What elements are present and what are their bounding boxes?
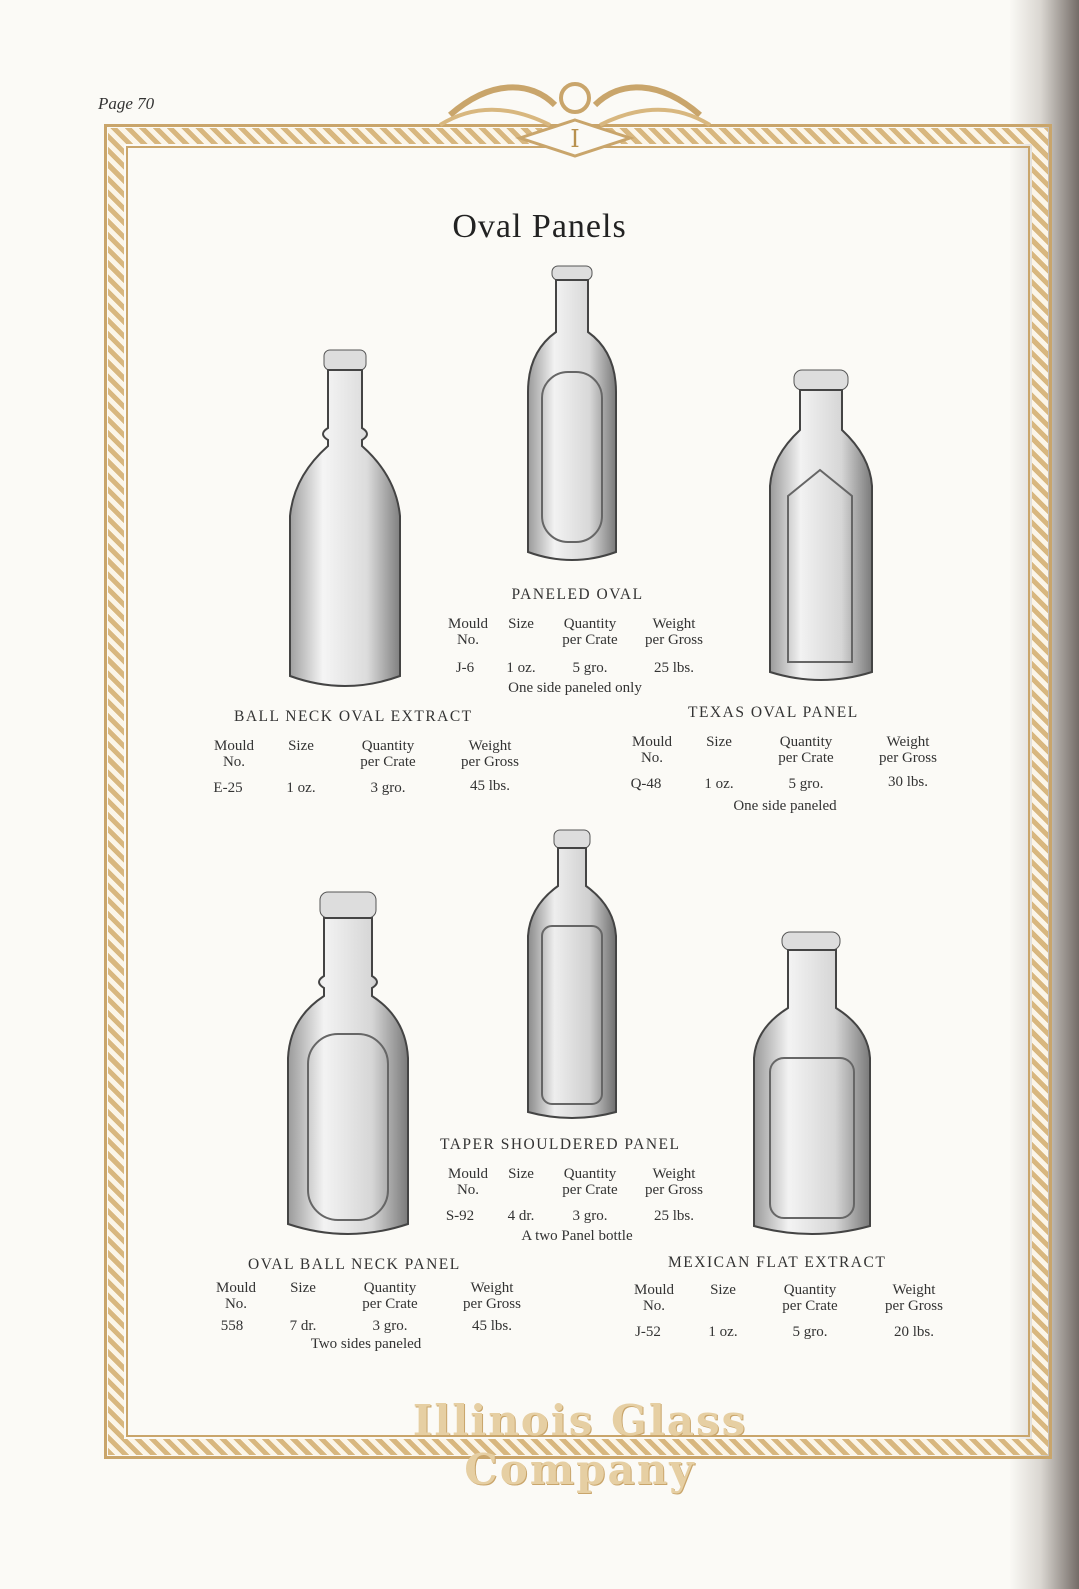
value-quantity: 3 gro. <box>372 1318 408 1334</box>
header-size: Size <box>508 1166 534 1182</box>
bottle-oval-ball-neck-panel <box>282 888 414 1244</box>
spec-mexican-flat-extract <box>626 1254 956 1352</box>
product-note: One side paneled only <box>508 680 642 696</box>
header-size: Size <box>288 738 314 754</box>
value-size: 7 dr. <box>289 1318 317 1334</box>
header-weight: Weight per Gross <box>461 738 519 770</box>
header-quantity: Quantity per Crate <box>360 738 416 770</box>
value-quantity: 5 gro. <box>788 776 824 792</box>
header-size: Size <box>290 1280 316 1296</box>
crest-emblem <box>430 70 720 165</box>
header-weight: Weight per Gross <box>885 1282 943 1314</box>
spec-paneled-oval <box>440 586 730 697</box>
header-mould: Mould No. <box>631 734 672 766</box>
page-title: Oval Panels <box>452 208 627 245</box>
bottle-paneled-oval <box>512 262 632 572</box>
header-size: Size <box>710 1282 736 1298</box>
value-size: 1 oz. <box>704 776 734 792</box>
value-size: 1 oz. <box>286 780 316 796</box>
value-mould: J-6 <box>455 660 475 676</box>
header-quantity: Quantity per Crate <box>778 734 834 766</box>
company-wordmark: Illinois Glass Company <box>412 1396 748 1494</box>
value-mould: 558 <box>220 1318 244 1334</box>
header-weight: Weight per Gross <box>879 734 937 766</box>
spec-table <box>440 1166 730 1236</box>
value-quantity: 3 gro. <box>572 1208 608 1224</box>
product-note: Two sides paneled <box>310 1336 422 1352</box>
product-note: One side paneled <box>733 798 837 814</box>
value-weight: 25 lbs. <box>653 1208 694 1224</box>
product-name: MEXICAN FLAT EXTRACT <box>668 1254 887 1271</box>
value-mould: E-25 <box>213 780 243 796</box>
value-size: 1 oz. <box>506 660 536 676</box>
product-note: A two Panel bottle <box>521 1228 633 1244</box>
header-mould: Mould No. <box>215 1280 256 1312</box>
spec-table <box>626 1282 956 1352</box>
bottle-ball-neck-oval-extract <box>280 346 410 696</box>
header-size: Size <box>508 616 534 632</box>
bottle-taper-shouldered-panel <box>520 826 624 1124</box>
spec-table <box>624 734 954 804</box>
product-name: PANELED OVAL <box>511 586 644 603</box>
header-weight: Weight per Gross <box>645 616 703 648</box>
spec-taper-shouldered-panel <box>440 1136 730 1245</box>
spec-texas-oval-panel <box>624 704 954 815</box>
product-name: TAPER SHOULDERED PANEL <box>440 1136 681 1153</box>
value-weight: 30 lbs. <box>887 774 928 790</box>
header-size: Size <box>706 734 732 750</box>
spec-ball-neck-oval-extract <box>206 708 536 808</box>
header-mould: Mould No. <box>447 616 488 648</box>
product-name: OVAL BALL NECK PANEL <box>248 1256 461 1273</box>
value-weight: 45 lbs. <box>469 778 510 794</box>
spec-table <box>206 738 536 808</box>
value-weight: 20 lbs. <box>893 1324 934 1340</box>
value-weight: 25 lbs. <box>653 660 694 676</box>
value-mould: S-92 <box>445 1208 475 1224</box>
header-mould: Mould No. <box>633 1282 674 1314</box>
header-quantity: Quantity per Crate <box>782 1282 838 1314</box>
page-number: Page 70 <box>98 94 155 113</box>
value-mould: Q-48 <box>630 776 662 792</box>
header-weight: Weight per Gross <box>645 1166 703 1198</box>
header-mould: Mould No. <box>213 738 254 770</box>
value-size: 1 oz. <box>708 1324 738 1340</box>
header-quantity: Quantity per Crate <box>562 616 618 648</box>
value-weight: 45 lbs. <box>471 1318 512 1334</box>
emblem-letter: I <box>570 125 580 153</box>
spec-table <box>208 1280 538 1340</box>
value-mould: J-52 <box>635 1324 661 1340</box>
header-quantity: Quantity per Crate <box>362 1280 418 1312</box>
bottle-texas-oval-panel <box>762 366 880 688</box>
header-weight: Weight per Gross <box>463 1280 521 1312</box>
value-size: 4 dr. <box>507 1208 535 1224</box>
value-quantity: 3 gro. <box>370 780 406 796</box>
bottle-mexican-flat-extract <box>748 928 876 1242</box>
product-name: TEXAS OVAL PANEL <box>688 704 859 721</box>
value-quantity: 5 gro. <box>572 660 608 676</box>
spec-oval-ball-neck-panel <box>208 1256 538 1353</box>
spec-table <box>440 616 730 686</box>
product-name: BALL NECK OVAL EXTRACT <box>234 708 473 725</box>
header-mould: Mould No. <box>447 1166 488 1198</box>
header-quantity: Quantity per Crate <box>562 1166 618 1198</box>
value-quantity: 5 gro. <box>792 1324 828 1340</box>
